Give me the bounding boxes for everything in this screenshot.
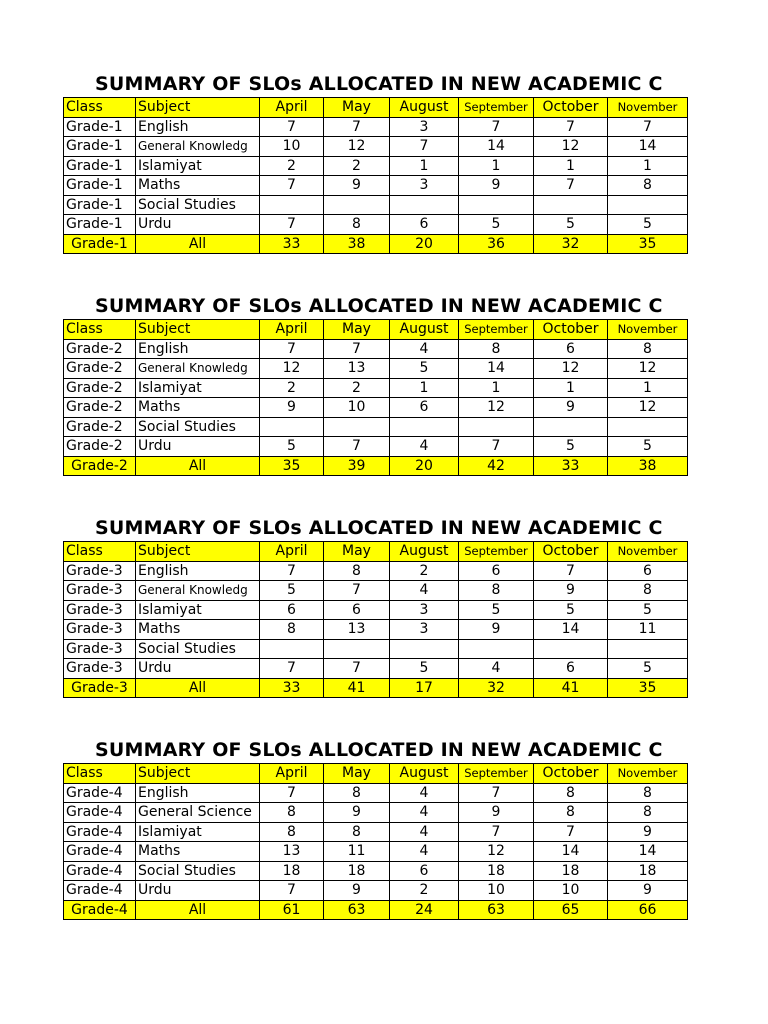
value-cell: 13: [324, 359, 390, 379]
class-cell: Grade-1: [64, 156, 136, 176]
value-cell: 7: [260, 881, 324, 901]
header-row: [64, 98, 688, 118]
value-cell: 7: [390, 137, 459, 157]
header-cell: September: [459, 542, 534, 562]
table-row: [64, 417, 688, 437]
value-cell: 12: [608, 359, 688, 379]
total-row: [64, 456, 688, 476]
value-cell: 7: [260, 339, 324, 359]
subject-cell: Urdu: [136, 215, 260, 235]
value-cell: 12: [534, 359, 608, 379]
value-cell: 4: [390, 842, 459, 862]
subject-cell: General Knowledg: [136, 581, 260, 601]
value-cell: 9: [608, 881, 688, 901]
total-cell: 35: [260, 456, 324, 476]
slo-table: [63, 97, 688, 254]
value-cell: 4: [390, 803, 459, 823]
value-cell: 2: [260, 156, 324, 176]
value-cell: 8: [324, 561, 390, 581]
value-cell: 5: [390, 359, 459, 379]
value-cell: 5: [534, 215, 608, 235]
value-cell: 7: [459, 117, 534, 137]
subject-cell: Social Studies: [136, 861, 260, 881]
value-cell: 14: [608, 137, 688, 157]
value-cell: 4: [390, 339, 459, 359]
header-cell: May: [324, 320, 390, 340]
total-cell: 39: [324, 456, 390, 476]
value-cell: 8: [608, 803, 688, 823]
class-cell: Grade-2: [64, 437, 136, 457]
value-cell: 1: [459, 378, 534, 398]
value-cell: 7: [459, 783, 534, 803]
value-cell: [459, 639, 534, 659]
slo-table: [63, 541, 688, 698]
total-cell: 38: [324, 234, 390, 254]
subject-cell: Islamiyat: [136, 822, 260, 842]
value-cell: 7: [459, 437, 534, 457]
table-row: [64, 783, 688, 803]
subject-cell: Islamiyat: [136, 156, 260, 176]
value-cell: 9: [260, 398, 324, 418]
value-cell: 4: [390, 822, 459, 842]
value-cell: 7: [324, 581, 390, 601]
value-cell: 1: [459, 156, 534, 176]
value-cell: 8: [608, 581, 688, 601]
table-row: [64, 861, 688, 881]
value-cell: 7: [534, 822, 608, 842]
value-cell: 6: [390, 398, 459, 418]
value-cell: 6: [459, 561, 534, 581]
class-cell: Grade-2: [64, 378, 136, 398]
total-cell: 35: [608, 678, 688, 698]
subject-cell: Maths: [136, 620, 260, 640]
total-cell: 32: [459, 678, 534, 698]
class-cell: Grade-3: [64, 639, 136, 659]
header-cell: Subject: [136, 320, 260, 340]
value-cell: 7: [260, 561, 324, 581]
value-cell: 14: [608, 842, 688, 862]
total-cell: 41: [324, 678, 390, 698]
class-cell: Grade-1: [64, 117, 136, 137]
header-cell: April: [260, 542, 324, 562]
header-cell: Subject: [136, 764, 260, 784]
subject-cell: Urdu: [136, 881, 260, 901]
value-cell: 8: [324, 822, 390, 842]
value-cell: 9: [324, 803, 390, 823]
subject-cell: Urdu: [136, 437, 260, 457]
subject-cell: English: [136, 783, 260, 803]
header-row: [64, 320, 688, 340]
total-cell: 20: [390, 234, 459, 254]
value-cell: 7: [260, 659, 324, 679]
header-cell: September: [459, 320, 534, 340]
value-cell: 13: [324, 620, 390, 640]
table-row: [64, 156, 688, 176]
value-cell: 9: [608, 822, 688, 842]
total-cell: 35: [608, 234, 688, 254]
value-cell: 3: [390, 176, 459, 196]
header-cell: Subject: [136, 542, 260, 562]
value-cell: 8: [608, 783, 688, 803]
header-cell: October: [534, 764, 608, 784]
section-title: SUMMARY OF SLOs ALLOCATED IN NEW ACADEMIC C: [95, 295, 663, 317]
header-cell: Class: [64, 764, 136, 784]
header-cell: Subject: [136, 98, 260, 118]
header-cell: Class: [64, 542, 136, 562]
value-cell: [534, 639, 608, 659]
total-cell: 24: [390, 900, 459, 920]
total-cell: 42: [459, 456, 534, 476]
subject-cell: General Knowledg: [136, 137, 260, 157]
value-cell: 10: [459, 881, 534, 901]
total-cell: 63: [324, 900, 390, 920]
class-cell: Grade-4: [64, 842, 136, 862]
table-row: [64, 437, 688, 457]
slo-table: [63, 319, 688, 476]
value-cell: 8: [534, 803, 608, 823]
value-cell: 13: [260, 842, 324, 862]
header-cell: May: [324, 542, 390, 562]
value-cell: 14: [459, 359, 534, 379]
total-row: [64, 678, 688, 698]
table-row: [64, 842, 688, 862]
subject-cell: English: [136, 339, 260, 359]
value-cell: [608, 639, 688, 659]
header-row: [64, 764, 688, 784]
class-cell: Grade-4: [64, 881, 136, 901]
value-cell: 18: [260, 861, 324, 881]
value-cell: 8: [260, 620, 324, 640]
value-cell: 7: [260, 117, 324, 137]
table-row: [64, 117, 688, 137]
class-cell: Grade-4: [64, 783, 136, 803]
value-cell: 18: [324, 861, 390, 881]
header-row: [64, 542, 688, 562]
value-cell: [324, 417, 390, 437]
value-cell: 10: [260, 137, 324, 157]
value-cell: 9: [324, 881, 390, 901]
value-cell: 1: [534, 378, 608, 398]
value-cell: 10: [324, 398, 390, 418]
total-cell: All: [136, 900, 260, 920]
header-cell: September: [459, 98, 534, 118]
table-row: [64, 378, 688, 398]
total-cell: Grade-4: [64, 900, 136, 920]
value-cell: 6: [390, 215, 459, 235]
value-cell: 9: [459, 620, 534, 640]
header-cell: November: [608, 320, 688, 340]
class-cell: Grade-3: [64, 620, 136, 640]
value-cell: 2: [324, 156, 390, 176]
table-row: [64, 881, 688, 901]
value-cell: 9: [324, 176, 390, 196]
table-row: [64, 137, 688, 157]
total-cell: 65: [534, 900, 608, 920]
table-row: [64, 359, 688, 379]
value-cell: 3: [390, 600, 459, 620]
value-cell: 12: [260, 359, 324, 379]
value-cell: 9: [534, 581, 608, 601]
header-cell: Class: [64, 320, 136, 340]
header-cell: August: [390, 98, 459, 118]
value-cell: 12: [534, 137, 608, 157]
value-cell: 5: [459, 600, 534, 620]
slo-table: [63, 763, 688, 920]
value-cell: [324, 639, 390, 659]
value-cell: 5: [459, 215, 534, 235]
header-cell: April: [260, 320, 324, 340]
value-cell: 5: [390, 659, 459, 679]
value-cell: 5: [608, 437, 688, 457]
total-cell: 32: [534, 234, 608, 254]
value-cell: 7: [459, 822, 534, 842]
value-cell: 1: [534, 156, 608, 176]
subject-cell: Maths: [136, 176, 260, 196]
value-cell: 10: [534, 881, 608, 901]
value-cell: [390, 417, 459, 437]
value-cell: [534, 195, 608, 215]
value-cell: 6: [534, 339, 608, 359]
subject-cell: General Knowledg: [136, 359, 260, 379]
value-cell: 8: [459, 339, 534, 359]
table-row: [64, 822, 688, 842]
class-cell: Grade-2: [64, 417, 136, 437]
total-cell: Grade-1: [64, 234, 136, 254]
value-cell: 12: [459, 398, 534, 418]
total-cell: 33: [260, 234, 324, 254]
subject-cell: English: [136, 561, 260, 581]
value-cell: 4: [390, 581, 459, 601]
value-cell: 8: [324, 783, 390, 803]
value-cell: 5: [608, 215, 688, 235]
value-cell: 11: [324, 842, 390, 862]
value-cell: 18: [459, 861, 534, 881]
subject-cell: General Science: [136, 803, 260, 823]
table-row: [64, 659, 688, 679]
value-cell: 5: [608, 659, 688, 679]
value-cell: 3: [390, 620, 459, 640]
value-cell: 1: [390, 156, 459, 176]
value-cell: 7: [324, 437, 390, 457]
value-cell: 6: [390, 861, 459, 881]
header-cell: November: [608, 542, 688, 562]
total-cell: 33: [260, 678, 324, 698]
value-cell: [459, 417, 534, 437]
value-cell: 7: [260, 176, 324, 196]
value-cell: 2: [390, 561, 459, 581]
class-cell: Grade-1: [64, 195, 136, 215]
value-cell: 5: [608, 600, 688, 620]
subject-cell: Islamiyat: [136, 378, 260, 398]
value-cell: 9: [459, 176, 534, 196]
value-cell: 3: [390, 117, 459, 137]
value-cell: [608, 195, 688, 215]
value-cell: 8: [459, 581, 534, 601]
total-cell: 38: [608, 456, 688, 476]
class-cell: Grade-2: [64, 398, 136, 418]
header-cell: May: [324, 98, 390, 118]
class-cell: Grade-2: [64, 359, 136, 379]
value-cell: 8: [608, 339, 688, 359]
total-cell: All: [136, 234, 260, 254]
subject-cell: Urdu: [136, 659, 260, 679]
total-row: [64, 900, 688, 920]
value-cell: 6: [534, 659, 608, 679]
value-cell: 5: [534, 600, 608, 620]
total-cell: All: [136, 456, 260, 476]
total-cell: 63: [459, 900, 534, 920]
table-row: [64, 195, 688, 215]
header-cell: October: [534, 542, 608, 562]
value-cell: 8: [608, 176, 688, 196]
value-cell: 4: [390, 783, 459, 803]
subject-cell: Social Studies: [136, 639, 260, 659]
value-cell: 7: [324, 339, 390, 359]
value-cell: [324, 195, 390, 215]
value-cell: 4: [390, 437, 459, 457]
value-cell: 8: [324, 215, 390, 235]
header-cell: April: [260, 764, 324, 784]
header-cell: August: [390, 320, 459, 340]
value-cell: 1: [608, 378, 688, 398]
class-cell: Grade-4: [64, 861, 136, 881]
value-cell: [260, 195, 324, 215]
table-row: [64, 620, 688, 640]
total-cell: 33: [534, 456, 608, 476]
table-row: [64, 803, 688, 823]
table-row: [64, 215, 688, 235]
class-cell: Grade-3: [64, 561, 136, 581]
value-cell: 9: [534, 398, 608, 418]
value-cell: 14: [459, 137, 534, 157]
value-cell: 7: [324, 659, 390, 679]
value-cell: 5: [260, 581, 324, 601]
class-cell: Grade-3: [64, 581, 136, 601]
header-cell: August: [390, 764, 459, 784]
value-cell: 14: [534, 620, 608, 640]
value-cell: 2: [324, 378, 390, 398]
class-cell: Grade-1: [64, 137, 136, 157]
value-cell: 7: [534, 561, 608, 581]
class-cell: Grade-4: [64, 822, 136, 842]
header-cell: November: [608, 98, 688, 118]
subject-cell: Social Studies: [136, 195, 260, 215]
class-cell: Grade-3: [64, 659, 136, 679]
value-cell: 18: [608, 861, 688, 881]
value-cell: 1: [390, 378, 459, 398]
section-title: SUMMARY OF SLOs ALLOCATED IN NEW ACADEMIC C: [95, 739, 663, 761]
table-row: [64, 561, 688, 581]
value-cell: [459, 195, 534, 215]
value-cell: 1: [608, 156, 688, 176]
section-title: SUMMARY OF SLOs ALLOCATED IN NEW ACADEMIC C: [95, 517, 663, 539]
header-cell: October: [534, 320, 608, 340]
header-cell: October: [534, 98, 608, 118]
class-cell: Grade-1: [64, 176, 136, 196]
total-cell: 17: [390, 678, 459, 698]
value-cell: [260, 639, 324, 659]
value-cell: 4: [459, 659, 534, 679]
value-cell: 7: [324, 117, 390, 137]
class-cell: Grade-1: [64, 215, 136, 235]
table-row: [64, 398, 688, 418]
value-cell: 8: [260, 822, 324, 842]
subject-cell: Social Studies: [136, 417, 260, 437]
value-cell: 14: [534, 842, 608, 862]
subject-cell: Maths: [136, 398, 260, 418]
value-cell: 6: [260, 600, 324, 620]
value-cell: [390, 639, 459, 659]
value-cell: [608, 417, 688, 437]
total-cell: 41: [534, 678, 608, 698]
value-cell: 7: [260, 783, 324, 803]
total-cell: 20: [390, 456, 459, 476]
value-cell: 12: [608, 398, 688, 418]
table-row: [64, 581, 688, 601]
table-row: [64, 176, 688, 196]
value-cell: [534, 417, 608, 437]
table-row: [64, 600, 688, 620]
total-cell: All: [136, 678, 260, 698]
value-cell: 11: [608, 620, 688, 640]
value-cell: 9: [459, 803, 534, 823]
header-cell: August: [390, 542, 459, 562]
header-cell: May: [324, 764, 390, 784]
total-cell: Grade-3: [64, 678, 136, 698]
value-cell: [260, 417, 324, 437]
class-cell: Grade-4: [64, 803, 136, 823]
class-cell: Grade-3: [64, 600, 136, 620]
subject-cell: Maths: [136, 842, 260, 862]
table-row: [64, 639, 688, 659]
header-cell: November: [608, 764, 688, 784]
value-cell: 12: [459, 842, 534, 862]
value-cell: 5: [534, 437, 608, 457]
value-cell: 7: [534, 117, 608, 137]
total-row: [64, 234, 688, 254]
subject-cell: English: [136, 117, 260, 137]
total-cell: 66: [608, 900, 688, 920]
table-row: [64, 339, 688, 359]
total-cell: Grade-2: [64, 456, 136, 476]
header-cell: April: [260, 98, 324, 118]
value-cell: 7: [260, 215, 324, 235]
value-cell: 2: [390, 881, 459, 901]
value-cell: 12: [324, 137, 390, 157]
value-cell: 6: [324, 600, 390, 620]
value-cell: 18: [534, 861, 608, 881]
value-cell: [390, 195, 459, 215]
header-cell: September: [459, 764, 534, 784]
value-cell: 7: [534, 176, 608, 196]
total-cell: 36: [459, 234, 534, 254]
value-cell: 8: [260, 803, 324, 823]
value-cell: 5: [260, 437, 324, 457]
subject-cell: Islamiyat: [136, 600, 260, 620]
header-cell: Class: [64, 98, 136, 118]
class-cell: Grade-2: [64, 339, 136, 359]
value-cell: 6: [608, 561, 688, 581]
value-cell: 2: [260, 378, 324, 398]
value-cell: 7: [608, 117, 688, 137]
total-cell: 61: [260, 900, 324, 920]
section-title: SUMMARY OF SLOs ALLOCATED IN NEW ACADEMIC C: [95, 73, 663, 95]
value-cell: 8: [534, 783, 608, 803]
